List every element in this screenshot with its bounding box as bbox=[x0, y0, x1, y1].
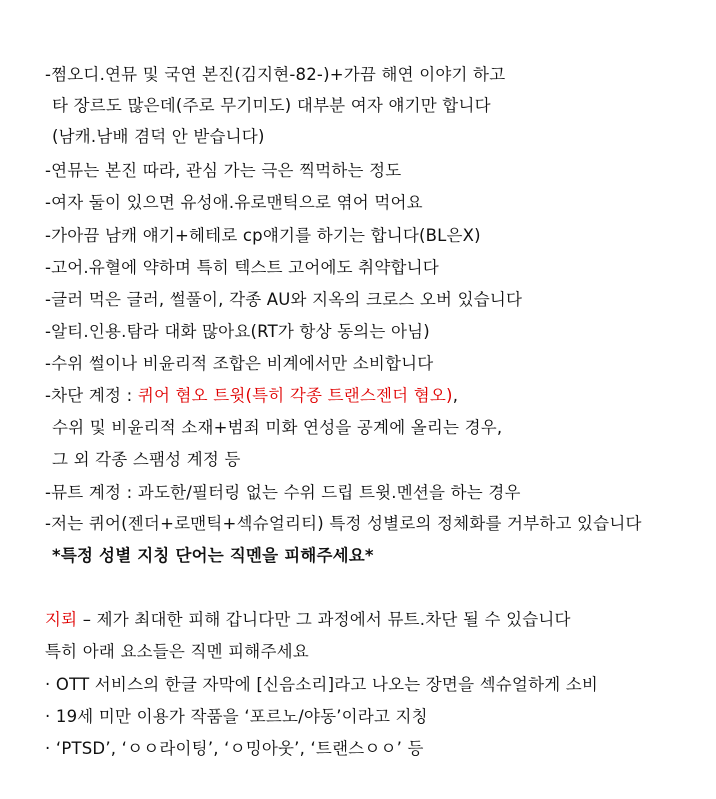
rule-no-male-fandom: (남캐.남배 겸덕 안 받습니다) bbox=[52, 127, 265, 146]
block-highlight: 퀴어 혐오 트윗(특히 각종 트랜스젠더 혐오) bbox=[137, 386, 453, 405]
rule-women-pairing: -여자 둘이 있으면 유성애.유로맨틱으로 엮어 먹어요 bbox=[45, 193, 423, 212]
rule-rt-quote: -알티.인용.탐라 대화 많아요(RT가 항상 동의는 아님) bbox=[45, 322, 430, 341]
landmine-text: – 제가 최대한 피해 갑니다만 그 과정에서 뮤트.차단 될 수 있습니다 bbox=[77, 610, 571, 629]
block-suffix: , bbox=[452, 386, 459, 405]
landmine-bullet: · OTT 서비스의 한글 자막에 [신음소리]라고 나오는 장면을 섹슈얼하게 소비 bbox=[45, 675, 599, 694]
rule-fandoms: -쩜오디.연뮤 및 국연 본진(김지현-82-)+가끔 해연 이야기 하고 bbox=[45, 65, 506, 84]
rule-au-crossover: -글러 먹은 글러, 썰풀이, 각종 AU와 지옥의 크로스 오버 있습니다 bbox=[45, 290, 523, 309]
block-rule bbox=[45, 386, 458, 406]
rule-gore: -고어.유혈에 약하며 특히 텍스트 고어에도 취약합니다 bbox=[45, 258, 439, 277]
rule-musical: -연뮤는 본진 따라, 관심 가는 극은 찍먹하는 정도 bbox=[45, 161, 402, 180]
landmine-intro: 특히 아래 요소들은 직멘 피해주세요 bbox=[45, 642, 309, 661]
queer-note: *특정 성별 지칭 단어는 직멘을 피해주세요* bbox=[52, 546, 374, 565]
queer-identity-rule: -저는 퀴어(젠더+로맨틱+섹슈얼리티) 특정 성별로의 정체화를 거부하고 있습니다 bbox=[45, 514, 642, 533]
landmine-label: 지뢰 bbox=[45, 610, 78, 629]
rule-fandoms-cont: 타 장르도 많은데(주로 무기미도) 대부분 여자 얘기만 합니다 bbox=[52, 96, 491, 115]
rule-occasional-male: -가아끔 남캐 얘기+헤테로 cp얘기를 하기는 합니다(BL은X) bbox=[45, 226, 481, 245]
landmine-heading bbox=[45, 610, 571, 630]
landmine-bullet: · ‘PTSD’, ‘ㅇㅇ라이팅’, ‘ㅇ밍아웃’, ‘트랜스ㅇㅇ’ 등 bbox=[45, 739, 424, 758]
landmine-bullet: · 19세 미만 이용가 작품을 ‘포르노/야동’이라고 지칭 bbox=[45, 707, 428, 726]
mute-rule: -뮤트 계정 : 과도한/필터링 없는 수위 드립 트윗.멘션을 하는 경우 bbox=[45, 483, 521, 502]
block-prefix: -차단 계정 : bbox=[45, 386, 138, 405]
block-rule-line2: 수위 및 비윤리적 소재+범죄 미화 연성을 공계에 올리는 경우, bbox=[52, 418, 503, 437]
block-rule-line3: 그 외 각종 스팸성 계정 등 bbox=[52, 450, 241, 469]
rule-nsfw-private: -수위 썰이나 비윤리적 조합은 비계에서만 소비합니다 bbox=[45, 354, 434, 373]
